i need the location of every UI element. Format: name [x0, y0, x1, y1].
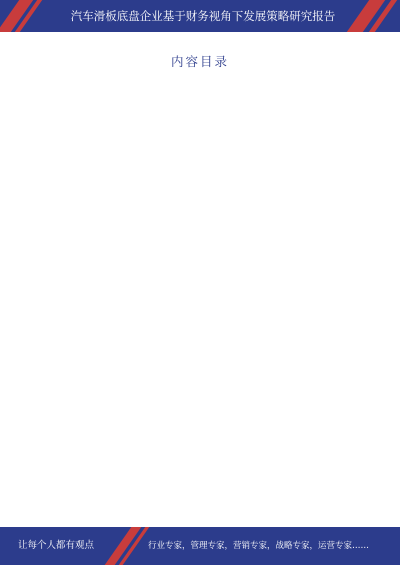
footer-experts: 行业专家，管理专家，营销专家，战略专家，运营专家…… [148, 541, 370, 551]
footer-slogan: 让每个人都有观点 [18, 540, 95, 551]
header-banner [0, 0, 400, 32]
report-title: 汽车滑板底盘企业基于财务视角下发展策略研究报告 [70, 9, 336, 23]
toc-heading: 内容目录 [170, 54, 229, 69]
footer-banner [0, 527, 400, 565]
